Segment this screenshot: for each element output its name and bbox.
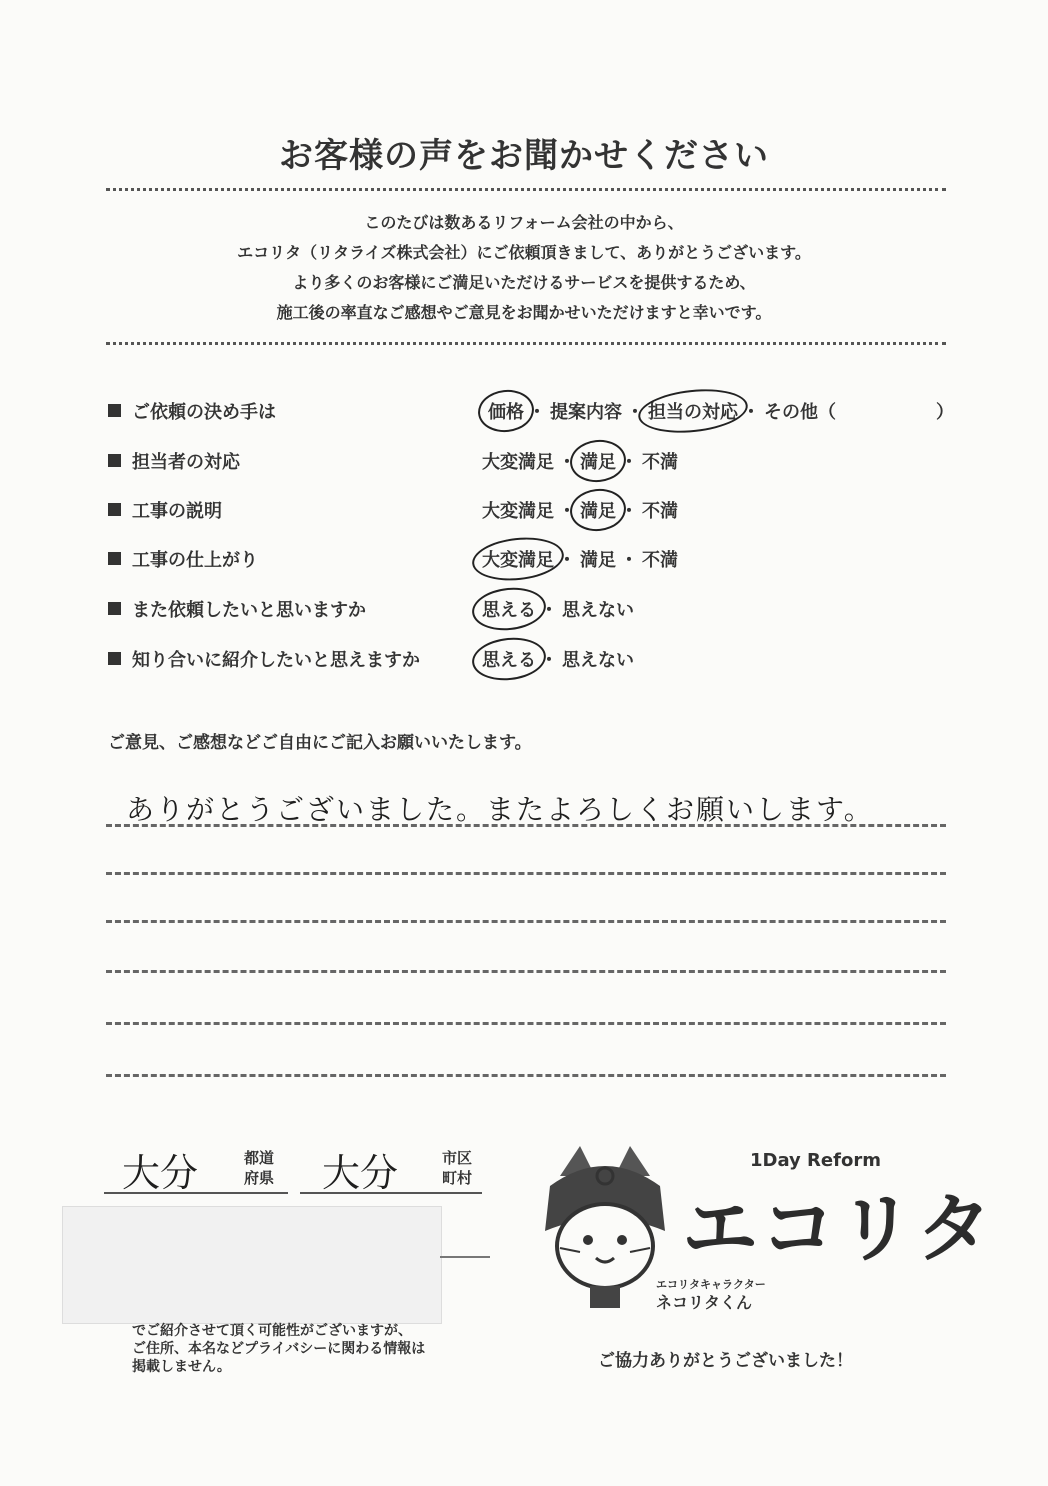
intro-line: エコリタ（リタライズ株式会社）にご依頼頂きまして、ありがとうございます。 xyxy=(237,243,811,262)
option-dissatisfied[interactable]: 不満 xyxy=(642,452,678,473)
bullet-icon xyxy=(108,454,121,467)
bullet-icon xyxy=(108,503,121,516)
option-staff-circled[interactable]: 担当の対応 xyxy=(648,398,738,424)
prefecture-unit-bottom: 府県 xyxy=(244,1169,275,1187)
question-row-referral xyxy=(108,646,968,674)
option-satisfied-circled[interactable]: 満足 xyxy=(580,448,616,474)
intro-text xyxy=(0,208,1048,328)
comment-line xyxy=(106,824,946,827)
city-unit-bottom: 町村 xyxy=(442,1169,473,1187)
city-underline xyxy=(300,1192,482,1194)
option-no[interactable]: 思えない xyxy=(562,650,634,671)
comment-line xyxy=(106,1074,946,1077)
comment-line xyxy=(106,970,946,973)
option-very-satisfied[interactable]: 大変満足 xyxy=(482,452,554,473)
intro-line: より多くのお客様にご満足いただけるサービスを提供するため、 xyxy=(292,273,756,292)
option-dissatisfied[interactable]: 不満 xyxy=(642,501,678,522)
answer-options: 大変満足 ・ 満足 ・ 不満 xyxy=(482,546,678,572)
prefecture-unit xyxy=(244,1148,274,1188)
divider xyxy=(106,342,946,345)
privacy-line: ご住所、本名などプライバシーに関わる情報は xyxy=(132,1341,426,1357)
answer-options: 大変満足 ・ 満足 ・ 不満 xyxy=(482,497,678,523)
option-very-satisfied-circled[interactable]: 大変満足 xyxy=(482,546,554,572)
option-other[interactable]: その他（ xyxy=(764,402,836,423)
option-yes-circled[interactable]: 思える xyxy=(482,596,536,622)
answer-options: 思える ・ 思えない xyxy=(482,646,634,672)
prefecture-underline xyxy=(104,1192,288,1194)
page-title: お客様の声をお聞かせください xyxy=(279,136,769,176)
answer-options: 価格 ・ 提案内容 ・ 担当の対応 ・ その他（ ） xyxy=(488,398,954,424)
option-no[interactable]: 思えない xyxy=(562,600,634,621)
comments-header: ご意見、ご感想などご自由にご記入お願いいたします。 xyxy=(108,733,532,753)
bullet-icon xyxy=(108,602,121,615)
question-label: 工事の仕上がり xyxy=(132,550,258,571)
redacted-area xyxy=(62,1206,442,1324)
mascot-name: ネコリタくん xyxy=(656,1293,753,1312)
question-label: 工事の説明 xyxy=(132,501,222,522)
bullet-icon xyxy=(108,404,121,417)
option-satisfied-circled[interactable]: 満足 xyxy=(580,497,616,523)
comment-line xyxy=(106,872,946,875)
option-very-satisfied[interactable]: 大変満足 xyxy=(482,501,554,522)
prefecture-unit-top: 都道 xyxy=(244,1149,275,1167)
divider xyxy=(106,188,946,191)
divider xyxy=(440,1256,490,1258)
intro-line: 施工後の率直なご感想やご意見をお聞かせいただけますと幸いです。 xyxy=(276,303,772,322)
question-row-decision xyxy=(108,398,968,426)
answer-options: 思える ・ 思えない xyxy=(482,596,634,622)
prefecture-value: 大分 xyxy=(122,1151,199,1195)
comment-line xyxy=(106,920,946,923)
closing-message: ご協力ありがとうございました！ xyxy=(598,1351,853,1371)
bullet-icon xyxy=(108,652,121,665)
privacy-line: でご紹介させて頂く可能性がございますが、 xyxy=(132,1323,412,1339)
question-label: 担当者の対応 xyxy=(132,452,240,473)
logo-brand: 1Day Reform xyxy=(750,1150,881,1171)
city-value: 大分 xyxy=(322,1151,399,1195)
city-unit xyxy=(442,1148,472,1188)
privacy-note xyxy=(132,1322,425,1376)
intro-line: このたびは数あるリフォーム会社の中から、 xyxy=(364,213,684,232)
mascot-caption: エコリタキャラクター xyxy=(656,1278,766,1291)
option-price-circled[interactable]: 価格 xyxy=(488,398,524,424)
question-label: 知り合いに紹介したいと思えますか xyxy=(132,650,420,671)
question-label: また依頼したいと思いますか xyxy=(132,600,366,621)
option-yes-circled[interactable]: 思える xyxy=(482,646,536,672)
option-proposal[interactable]: 提案内容 xyxy=(550,402,622,423)
comment-line xyxy=(106,1022,946,1025)
question-label: ご依頼の決め手は xyxy=(132,402,276,423)
question-row-repeat xyxy=(108,596,968,624)
question-row-finish xyxy=(108,546,968,574)
city-unit-top: 市区 xyxy=(442,1149,473,1167)
handwritten-comment: ありがとうございました。またよろしくお願いします。 xyxy=(126,793,874,826)
bullet-icon xyxy=(108,552,121,565)
question-row-staff xyxy=(108,448,968,476)
question-row-explanation xyxy=(108,497,968,525)
privacy-line: 掲載しません。 xyxy=(132,1359,231,1375)
option-other-close: ） xyxy=(936,402,954,423)
logo-name: エコリタ xyxy=(682,1184,994,1273)
answer-options: 大変満足 ・ 満足 ・ 不満 xyxy=(482,448,678,474)
option-satisfied[interactable]: 満足 xyxy=(580,550,616,571)
option-dissatisfied[interactable]: 不満 xyxy=(642,550,678,571)
